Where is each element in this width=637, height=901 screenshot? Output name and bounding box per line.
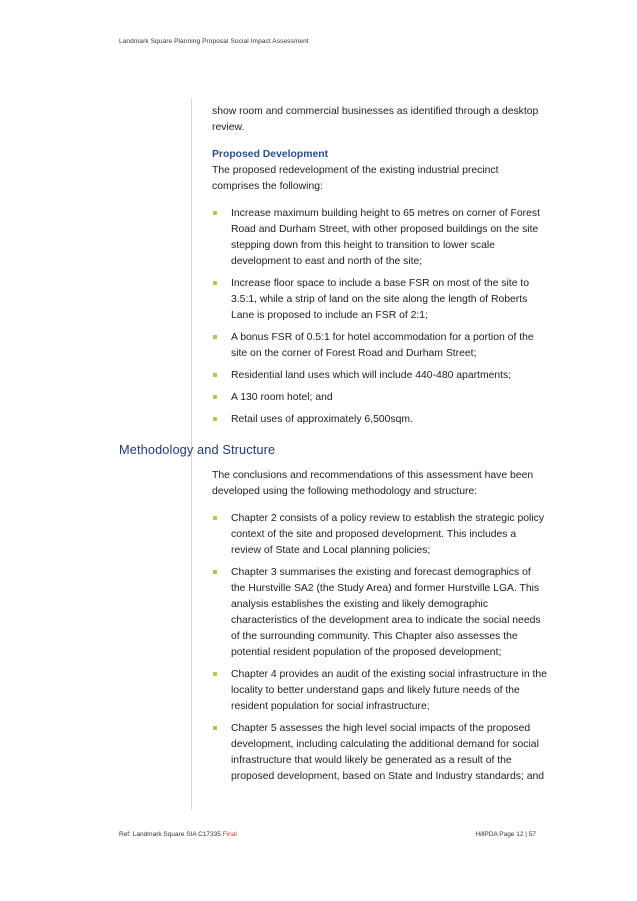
intro-continuation: show room and commercial businesses as identified through a desktop review. [212,106,539,133]
list-item-text: Chapter 4 provides an audit of the existing social infrastructure in the locality to better understand gaps and likely future needs of the resident population for social infrastructure; [231,669,547,712]
square-bullet-icon [213,373,217,377]
square-bullet-icon [213,395,217,399]
footer-status: Final [222,831,237,838]
methodology-lead: The conclusions and recommendations of this assessment have been developed using the following methodology and structure: [212,470,534,497]
list-item-text: Chapter 3 summarises the existing and forecast demographics of the Hurstville SA2 (the Study Area) and former Hurstville LGA. This analysis establishes the existing and likely demographic characteristics of the development area to indicate the social needs of the surrounding community. This Chapter also assesses the potential resident population of the proposed development; [231,567,541,658]
footer-ref-text: Ref: Landmark Square SIA C17335 [119,831,221,838]
list-item [212,511,548,559]
body-upper [212,104,548,434]
list-item-text: Chapter 2 consists of a policy review to establish the strategic policy context of the site and proposed development. This includes a review of State and Local planning policies; [231,513,545,556]
square-bullet-icon [213,417,217,421]
list-item-text: Increase floor space to include a base FSR on most of the site to 3.5:1, while a strip of land on the site along the length of Roberts Lane is proposed to include an FSR of 2:1; [231,278,530,321]
footer-page-number: HillPDA Page 12 | 57 [475,831,536,838]
list-item [212,721,548,785]
list-item-text: Increase maximum building height to 65 metres on corner of Forest Road and Durham Street, with other proposed buildings on the site stepping down from this height to transition to lower scale development to east and north of the site; [231,208,540,267]
list-item [212,390,548,406]
list-item-text: A 130 room hotel; and [231,392,333,403]
list-item [212,276,548,324]
list-item-text: Retail uses of approximately 6,500sqm. [231,414,413,425]
list-item [212,565,548,661]
square-bullet-icon [213,281,217,285]
body-lower [212,468,548,791]
methodology-list [212,511,548,785]
list-item-text: Chapter 5 assesses the high level social impacts of the proposed development, including calculating the additional demand for social infrastructure that would likely be generated as a result of the proposed development, based on State and Industry standards; and [231,723,545,782]
proposed-development-list [212,206,548,428]
square-bullet-icon [213,570,217,574]
list-item-text: Residential land uses which will include 440-480 apartments; [231,370,512,381]
proposed-development-lead: The proposed redevelopment of the existing industrial precinct comprises the following: [212,165,499,192]
list-item [212,368,548,384]
square-bullet-icon [213,726,217,730]
list-item [212,667,548,715]
list-item [212,206,548,270]
list-item [212,412,548,428]
footer-reference [119,831,237,838]
square-bullet-icon [213,211,217,215]
square-bullet-icon [213,335,217,339]
square-bullet-icon [213,516,217,520]
running-header: Landmark Square Planning Proposal Social Impact Assessment [119,38,309,45]
proposed-development-heading: Proposed Development [212,149,329,160]
methodology-heading: Methodology and Structure [119,442,276,457]
list-item-text: A bonus FSR of 0.5:1 for hotel accommodation for a portion of the site on the corner of Forest Road and Durham Street; [231,332,534,359]
list-item [212,330,548,362]
square-bullet-icon [213,672,217,676]
